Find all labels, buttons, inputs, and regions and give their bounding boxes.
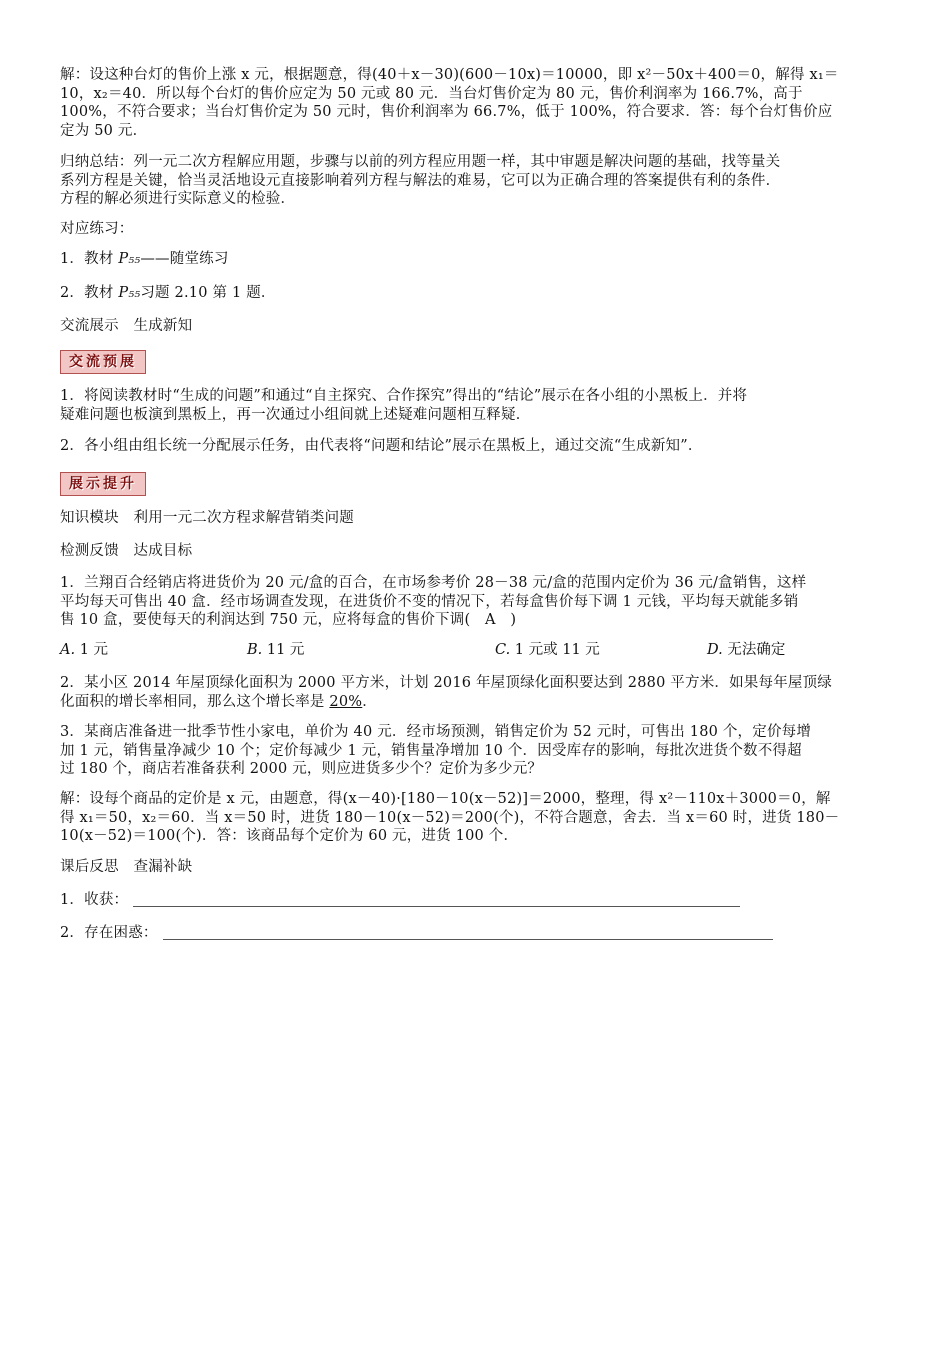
text-line: 归纳总结：列一元二次方程解应用题，步骤与以前的列方程应用题一样，其中审题是解决问题的基础，找等量关 <box>60 154 781 170</box>
solution-paragraph-3 <box>60 790 892 846</box>
text-line: 定为 50 元． <box>60 122 148 139</box>
option-text: 11 元 <box>266 642 305 658</box>
exchange-item-2 <box>60 437 892 456</box>
option-text: 1 元 <box>79 642 109 658</box>
text-line: 过 180 个，商店若准备获利 2000 元，则应进货多少个？定价为多少元？ <box>60 761 543 777</box>
summary-paragraph <box>60 153 892 209</box>
banner-showcase: 展示提升 <box>60 472 146 496</box>
question-2 <box>60 674 892 711</box>
text-line: 得 x₁＝50，x₂＝60．当 x＝50 时，进货 180－10(x－52)＝200(个)，不符合题意，舍去．当 x＝60 时，进货 180－ <box>60 809 840 826</box>
solution-paragraph-1 <box>60 66 892 140</box>
text-line: 疑难问题也板演到黑板上，再一次通过小组间就上述疑难问题相互释疑． <box>60 406 531 423</box>
option-a <box>60 641 108 659</box>
practice-heading: 对应练习： <box>60 221 134 237</box>
text-line: 100%，不符合要求；当台灯售价定为 50 元时，售价利润率为 66.7%，低于 100%，符合要求．答：每个台灯售价应 <box>60 104 833 120</box>
page-ref: P₅₅ <box>118 285 141 301</box>
text-line: 方程的解必须进行实际意义的检验． <box>60 191 296 207</box>
text-fragment: ． <box>362 693 377 710</box>
text-fragment: 化面积的增长率相同，那么这个增长率是 <box>60 693 330 710</box>
text-line: 1．兰翔百合经销店将进货价为 20 元/盒的百合，在市场参考价 28－38 元/盒的范围内定价为 36 元/盒销售，这样 <box>60 575 807 591</box>
text-line: 解：设这种台灯的售价上涨 x 元，根据题意，得(40＋x－30)(600－10x)＝10000，即 x²－50x＋400＝0，解得 x₁＝ <box>60 67 839 83</box>
text-line: 10，x₂＝40．所以每个台灯的售价应定为 50 元或 80 元．当台灯售价定为 80 元，售价利润率为 166.7%，高于 <box>60 85 803 102</box>
reflection-title: 课后反思 查漏补缺 <box>60 859 193 875</box>
text-line: 1．将阅读教材时“生成的问题”和通过“自主探究、合作探究”得出的“结论”展示在各小组的小黑板上．并将 <box>60 388 748 404</box>
practice-item-2 <box>60 284 892 303</box>
option-text: 1 元或 11 元 <box>514 642 600 658</box>
option-text: 无法确定 <box>727 642 786 658</box>
text-line: 系列方程是关键，恰当灵活地设元直接影响着列方程与解法的难易，它可以为正确合理的答案提供有利的条件． <box>60 172 781 189</box>
practice-item-1 <box>60 250 892 269</box>
item-text: ——随堂练习 <box>140 251 229 267</box>
text-line: 2．各小组由组长统一分配展示任务，由代表将“问题和结论”展示在黑板上，通过交流“生成新知”． <box>60 438 703 454</box>
feedback-title: 检测反馈 达成目标 <box>60 543 193 559</box>
text-line <box>60 693 892 712</box>
text-line: 3．某商店准备进一批季节性小家电，单价为 40 元．经市场预测，销售定价为 52 元时，可售出 180 个，定价每增 <box>60 724 812 740</box>
banner-exchange-preview: 交流预展 <box>60 350 146 374</box>
text-line: 售 10 盒，要使每天的利润达到 750 元，应将每盒的售价下调( A ) <box>60 612 517 628</box>
item-prefix: 教材 <box>84 251 119 267</box>
reflection-gains-line[interactable] <box>133 906 740 907</box>
exchange-item-1 <box>60 387 892 424</box>
page-ref: P₅₅ <box>118 251 141 267</box>
option-b <box>247 641 304 659</box>
text-line: 2．某小区 2014 年屋顶绿化面积为 2000 平方米，计划 2016 年屋顶绿化面积要达到 2880 平方米．如果每年屋顶绿 <box>60 675 833 691</box>
item-prefix: 教材 <box>84 285 119 301</box>
module-title: 知识模块 利用一元二次方程求解营销类问题 <box>60 510 354 526</box>
question-3 <box>60 723 892 779</box>
section-title-exchange: 交流展示 生成新知 <box>60 318 193 334</box>
answer-blank: 20% <box>329 693 363 710</box>
item-number: 1． <box>60 251 85 267</box>
text-line: 加 1 元，销售量净减少 10 个；定价每减少 1 元，销售量净增加 10 个．因受库存的影响，每批次进货个数不得超 <box>60 742 802 759</box>
item-text: 习题 2.10 第 1 题． <box>140 285 276 301</box>
option-letter: D. <box>707 642 723 658</box>
text-line: 平均每天可售出 40 盒．经市场调查发现，在进货价不变的情况下，若每盒售价每下调 1 元钱，平均每天就能多销 <box>60 593 799 610</box>
reflection-doubts-line[interactable] <box>163 939 773 940</box>
text-line: 解：设每个商品的定价是 x 元，由题意，得(x－40)·[180－10(x－52)]＝2000，整理，得 x²－110x＋3000＝0，解 <box>60 791 831 807</box>
reflection-doubts-label: 2．存在困惑： <box>60 925 158 941</box>
item-number: 2． <box>60 285 85 301</box>
option-letter: B. <box>247 642 263 658</box>
option-c <box>495 641 600 659</box>
question-1 <box>60 574 892 630</box>
reflection-gains-label: 1．收获： <box>60 892 129 908</box>
text-line: 10(x－52)＝100(个)．答：该商品每个定价为 60 元，进货 100 个． <box>60 828 519 844</box>
option-letter: C. <box>495 642 511 658</box>
option-letter: A. <box>60 642 76 658</box>
option-d <box>707 641 785 659</box>
